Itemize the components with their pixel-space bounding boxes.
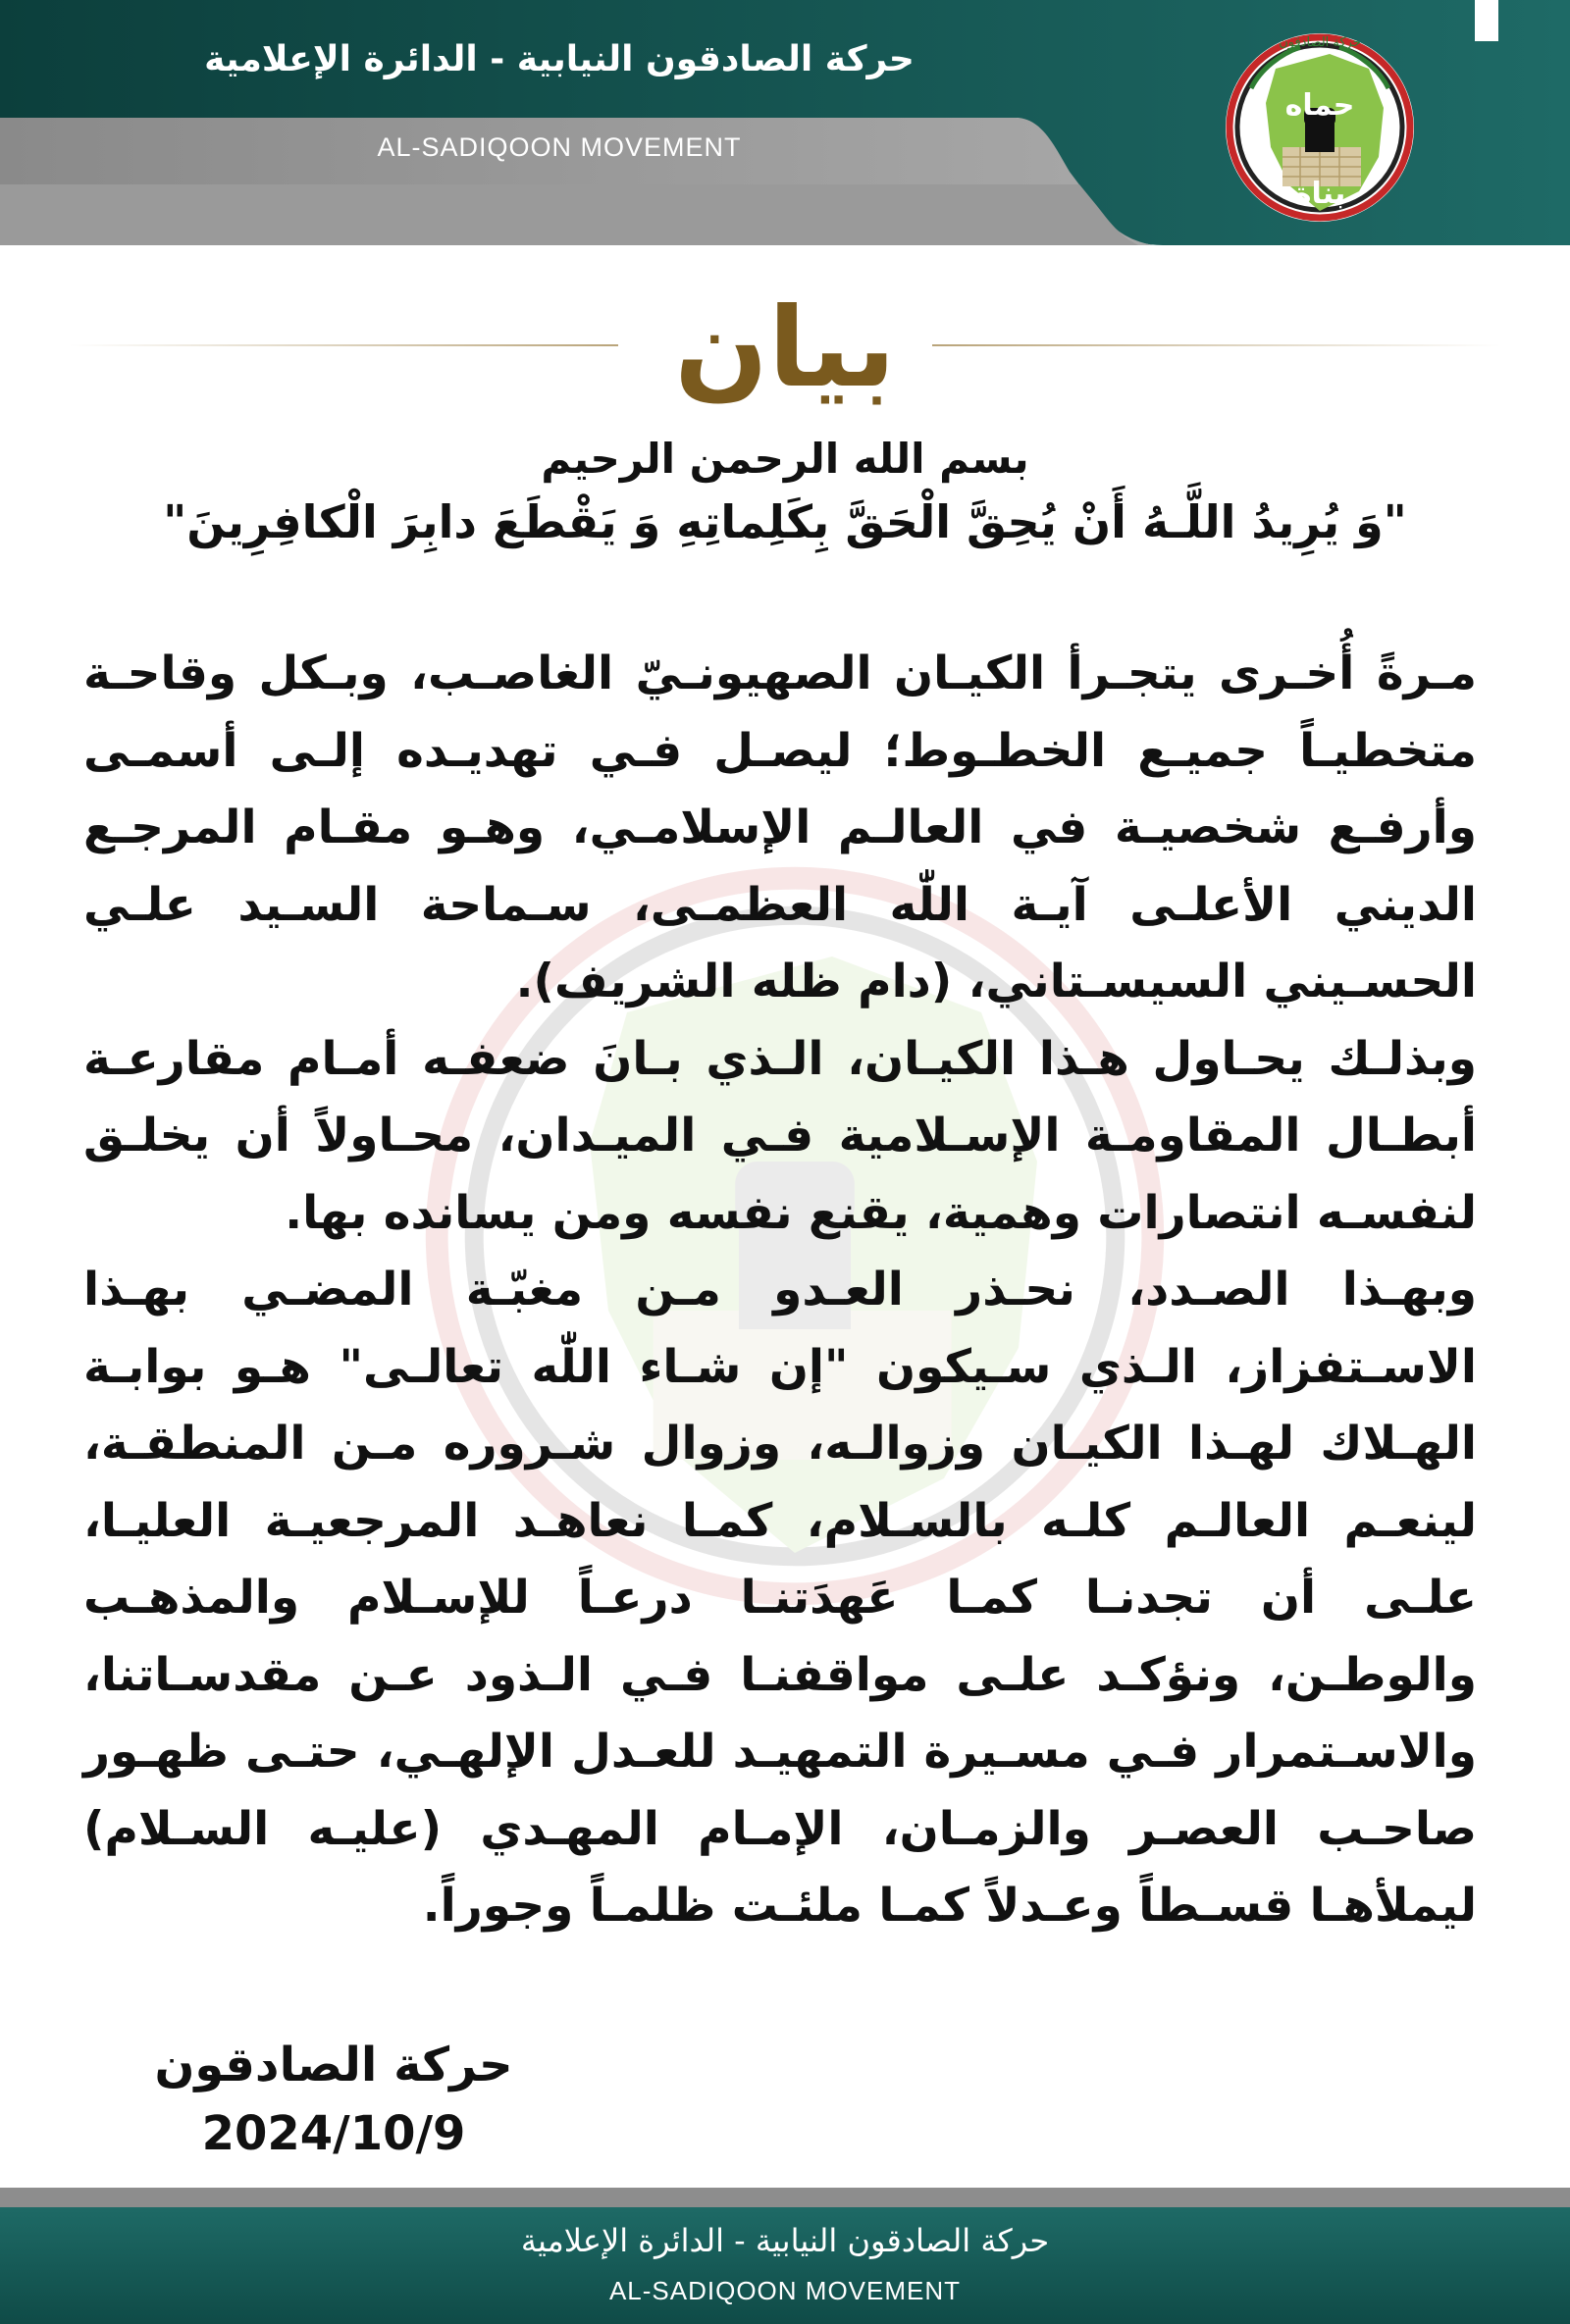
- heading-row: [0, 280, 1570, 417]
- header-subtitle: AL-SADIQOON MOVEMENT: [377, 132, 742, 162]
- heading-rule-right: [932, 344, 1501, 346]
- basmala: بسم الله الرحمن الرحيم: [541, 435, 1029, 483]
- corner-tab: [1475, 0, 1498, 41]
- logo-ring-text: حركة الصادقون: [1279, 35, 1361, 50]
- footer-subtitle: AL-SADIQOON MOVEMENT: [608, 2276, 962, 2305]
- paragraph-1: مـرةً أُخـرى يتجـرأ الكيـان الصهيونـيّ الغاصـب، وبـكل وقاحـة متخطيـاً جميـع الخطـوط؛ ليصـل فـي تهديـده إلـى أسمـى وأرفـع شخصيـة في العالـم الإسلامـي، وهـو مقـام المرجـع الديني الأعلـى آيـة اللّٰه العظمـى، سـماحة السـيد علـي الحسـيني السيسـتاني، (دام ظله الشريف).: [83, 646, 1477, 1008]
- movement-logo: [1222, 29, 1418, 235]
- logo-word-top: حماه: [1284, 88, 1355, 123]
- header-banner: [0, 0, 1570, 245]
- footer-title: حركة الصادقون النيابية - الدائرة الإعلامية: [520, 2222, 1050, 2259]
- statement-body: [83, 636, 1477, 1945]
- signature-date: 2024/10/9: [201, 2106, 466, 2161]
- header-title: حركة الصادقون النيابية - الدائرة الإعلامية: [204, 39, 915, 79]
- heading-rule-left: [69, 344, 618, 346]
- signature-block: [147, 2031, 520, 2168]
- footer-banner: [0, 2188, 1570, 2324]
- quran-verse: "وَ يُرِيدُ اللَّـهُ أَنْ يُحِقَّ الْحَقَّ بِكَلِماتِهِ وَ يَقْطَعَ دابِرَ الْكافِرِينَ": [163, 495, 1407, 548]
- page-title: بيان: [674, 284, 896, 412]
- signature-name: حركة الصادقون: [154, 2038, 513, 2092]
- paragraph-3: وبهـذا الصـدد، نحـذر العـدو مـن مغبّـة المضـي بهـذا الاسـتفزاز، الـذي سـيكون "إن شـاء اللّٰه تعالـى" هـو بوابـة الهـلاك لهـذا الكيـان وزوالـه، وزوال شـروره مـن المنطقـة، لينعـم العالـم كلـه بالسـلام، كمـا نعاهـد المرجعيـة العليـا، علـى أن تجدنـا كمـا عَهدَتنـا درعـاً للإسـلام والمذهـب والوطـن، ونؤكـد علـى مواقفنـا فـي الـذود عـن مقدسـاتنا، والاسـتمرار فـي مسـيرة التمهيـد للعـدل الإلهـي، حتـى ظهـور صاحـب العصـر والزمـان، الإمـام المهـدي (عليـه السـلام) ليملأهـا قسـطاً وعـدلاً كمـا ملئـت ظلمـاً وجوراً.: [83, 1263, 1477, 1933]
- logo-word-bottom: بناة: [1293, 177, 1346, 211]
- paragraph-2: وبذلـك يحـاول هـذا الكيـان، الـذي بـانَ ضعفـه أمـام مقارعـة أبطـال المقاومـة الإسـلامية فـي الميـدان، محـاولاً أن يخلـق لنفسـه انتصارات وهمية، يقنع نفسه ومن يسانده بها.: [83, 1031, 1477, 1240]
